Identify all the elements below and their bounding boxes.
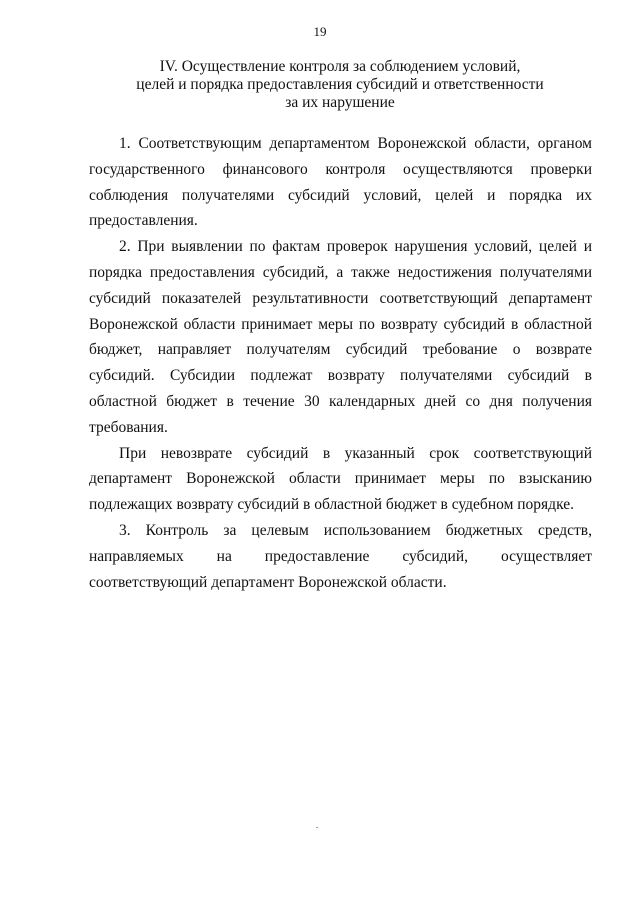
paragraph-2: 2. При выявлении по фактам проверок нарушения условий, целей и порядка предоставления субсидий, а также недостижения получателями субсидий показателей результативности соответствующий департамент Воронежской области принимает меры по возврату субсидий в областной бюджет, направляет получателям субсидий требование о возврате субсидий. Субсидии подлежат возврату получателями субсидий в областной бюджет в течение 30 календарных дней со дня получения требования. <box>89 238 592 436</box>
paragraph-3: При невозврате субсидий в указанный срок соответствующий департамент Воронежской области принимает меры по взысканию подлежащих возврату субсидий в областной бюджет в судебном порядке. <box>89 444 592 514</box>
section-title-line-3: за их нарушение <box>285 94 395 111</box>
page-number: 19 <box>313 24 327 39</box>
section-title-line-2: целей и порядка предоставления субсидий и ответственности <box>136 76 544 93</box>
section-title-line-1: IV. Осуществление контроля за соблюдением условий, <box>159 58 521 75</box>
paragraph-4: 3. Контроль за целевым использованием бюджетных средств, направляемых на предоставление субсидий, осуществляет соответствующий департамент Воронежской области. <box>89 521 592 591</box>
body-text <box>89 131 592 595</box>
section-title <box>90 58 590 112</box>
scan-speck <box>316 827 318 828</box>
paragraph-1: 1. Соответствующим департаментом Воронежской области, органом государственного финансового контроля осуществляются проверки соблюдения получателями субсидий условий, целей и порядка их предоставления. <box>89 135 592 230</box>
